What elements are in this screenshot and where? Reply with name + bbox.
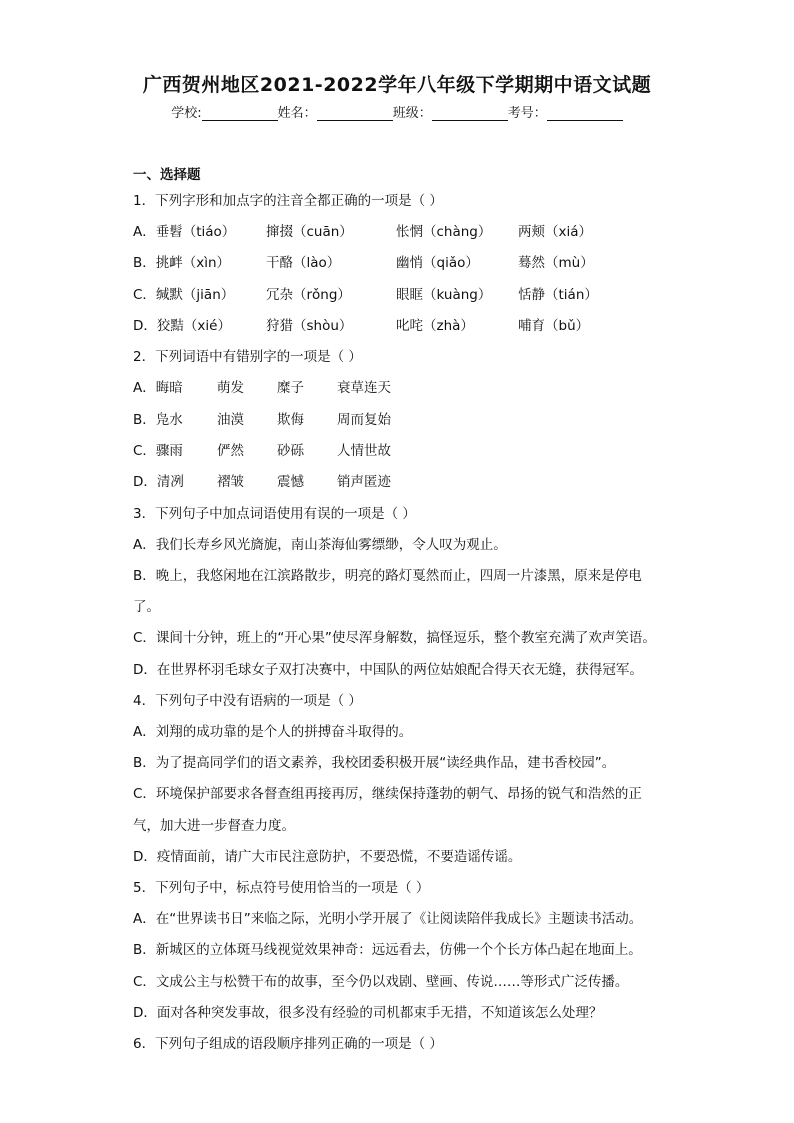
section-heading: 一、选择题 [133, 167, 201, 183]
q3-option-c: C．课间十分钟，班上的“开心果”使尽浑身解数，搞怪逗乐，整个教室充满了欢声笑语。 [133, 630, 656, 646]
q1-option-c: C．缄默（jiān） 冗杂（rǒng） 眼眶（kuàng） 恬静（tián） [133, 287, 598, 303]
q1-option-d: D．狡黠（xié） 狩猎（shòu） 叱咤（zhà） 哺育（bǔ） [133, 318, 590, 334]
name-blank [317, 106, 393, 121]
q5-option-d: D．面对各种突发事故，很多没有经验的司机都束手无措，不知道该怎么处理？ [133, 1005, 603, 1021]
q5-option-b: B．新城区的立体斑马线视觉效果神奇：远远看去，仿佛一个个长方体凸起在地面上。 [133, 942, 642, 958]
question-5-stem: 5．下列句子中，标点符号使用恰当的一项是（ ） [133, 880, 430, 896]
name-label: 姓名： [277, 106, 317, 121]
q4-option-a: A．刘翔的成功靠的是个人的拼搏奋斗取得的。 [133, 724, 413, 740]
q2-option-a: A．晦暗 萌发 糜子 衰草连天 [133, 380, 391, 396]
q4-option-c: C．环境保护部要求各督查组再接再厉，继续保持蓬勃的朝气、昂扬的锐气和浩然的正 [133, 786, 642, 802]
q3-option-a: A．我们长寿乡风光旖旎，南山茶海仙雾缥缈，令人叹为观止。 [133, 537, 507, 553]
q3-option-b-continued: 了。 [133, 599, 160, 615]
question-1-stem: 1．下列字形和加点字的注音全都正确的一项是（ ） [133, 193, 443, 209]
class-blank [432, 106, 508, 121]
q5-option-c: C．文成公主与松赞干布的故事，至今仍以戏剧、壁画、传说……等形式广泛传播。 [133, 974, 629, 990]
exam-no-blank [547, 106, 623, 121]
q3-option-d: D．在世界杯羽毛球女子双打决赛中，中国队的两位姑娘配合得天衣无缝，获得冠军。 [133, 662, 643, 678]
question-3-stem: 3．下列句子中加点词语使用有误的一项是（ ） [133, 506, 416, 522]
q2-option-b: B．凫水 油漠 欺侮 周而复始 [133, 412, 391, 428]
page-title: 广西贺州地区2021-2022学年八年级下学期期中语文试题 [142, 74, 652, 96]
q2-option-d: D．清冽 褶皱 震憾 销声匿迹 [133, 474, 391, 490]
q4-option-c-continued: 气，加大进一步督查力度。 [133, 818, 295, 834]
question-4-stem: 4．下列句子中没有语病的一项是（ ） [133, 693, 362, 709]
exam-no-label: 考号： [507, 106, 547, 121]
school-blank [202, 106, 278, 121]
q3-option-b: B．晚上，我悠闲地在江滨路散步，明亮的路灯戛然而止，四周一片漆黑，原来是停电 [133, 568, 642, 584]
school-label: 学校: [171, 106, 202, 121]
q2-option-c: C．骤雨 俨然 砂砾 人情世故 [133, 443, 391, 459]
q1-option-b: B．挑衅（xìn） 干酪（lào） 幽悄（qiǎo） 蓦然（mù） [133, 255, 594, 271]
question-2-stem: 2．下列词语中有错别字的一项是（ ） [133, 349, 362, 365]
q5-option-a: A．在“世界读书日”来临之际，光明小学开展了《让阅读陪伴我成长》主题读书活动。 [133, 911, 643, 927]
class-label: 班级： [392, 106, 432, 121]
q4-option-d: D．疫情面前，请广大市民注意防护，不要恐慌，不要造谣传谣。 [133, 849, 522, 865]
question-6-stem: 6．下列句子组成的语段顺序排列正确的一项是（ ） [133, 1036, 443, 1052]
q1-option-a: A．垂髫（tiáo） 撺掇（cuān） 怅惘（chàng） 两颊（xiá） [133, 224, 593, 240]
q4-option-b: B．为了提高同学们的语文素养，我校团委积极开展“读经典作品，建书香校园”。 [133, 755, 616, 771]
student-info-line [0, 102, 794, 121]
